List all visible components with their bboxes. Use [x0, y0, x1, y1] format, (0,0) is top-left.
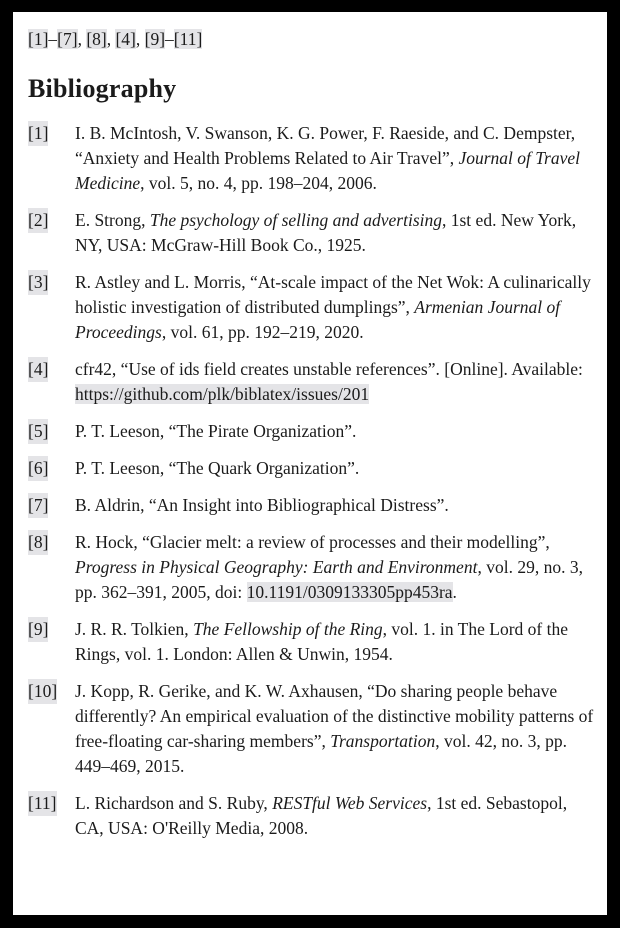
document-page: [13, 12, 607, 915]
entry-label[interactable]: [4]: [28, 357, 48, 382]
entry-label-column: [28, 270, 75, 295]
entry-text-segment: B. Aldrin, “An Insight into Bibliographical Distress”.: [75, 495, 449, 515]
entry-text-segment: cfr42, “Use of ids field creates unstable references”. [Online]. Available:: [75, 359, 583, 379]
entry-label-column: [28, 456, 75, 481]
page-content: [13, 12, 607, 841]
entry-label[interactable]: [11]: [28, 791, 57, 816]
entry-text-segment: The Fellowship of the Ring: [193, 619, 383, 639]
entry-text: [75, 617, 594, 667]
entry-text-segment: , vol. 61, pp. 192–219, 2020.: [161, 322, 364, 342]
entry-label[interactable]: [3]: [28, 270, 48, 295]
citation-references-line: [28, 27, 594, 52]
bibliography-heading: Bibliography: [28, 74, 177, 103]
entry-text-segment: P. T. Leeson, “The Pirate Organization”.: [75, 421, 357, 441]
citation-separator: –: [48, 29, 58, 49]
entry-label-column: [28, 791, 75, 816]
entry-text-segment: J. R. R. Tolkien,: [75, 619, 194, 639]
citation-link[interactable]: [4]: [115, 29, 136, 49]
entry-label[interactable]: [9]: [28, 617, 48, 642]
entry-link[interactable]: 10.1191/0309133305pp453ra: [246, 582, 453, 602]
entry-text: [75, 456, 594, 481]
entry-label-column: [28, 208, 75, 233]
bibliography-entry: [28, 419, 594, 444]
bibliography-entry: [28, 357, 594, 407]
entry-text-segment: Transportation: [330, 731, 436, 751]
entry-text-segment: R. Hock, “Glacier melt: a review of processes and their modelling”,: [75, 532, 550, 552]
bibliography-entry: [28, 270, 594, 345]
entry-text: [75, 270, 594, 345]
entry-text-segment: Armenian Journal of Proceedings: [75, 297, 561, 342]
entry-label-column: [28, 493, 75, 518]
entry-text-segment: I. B. McIntosh, V. Swanson, K. G. Power, F. Raeside, and C. Dempster, “Anxiety and Health Problems Related to Air Travel”,: [75, 123, 576, 168]
entry-text-segment: Journal of Travel Medicine: [75, 148, 581, 193]
entry-text-segment: J. Kopp, R. Gerike, and K. W. Axhausen, “Do sharing people behave differently? An empirical evaluation of the distinctive mobility patterns of free-floating car-sharing members”,: [75, 681, 594, 751]
entry-text-segment: , vol. 1. in The Lord of the Rings, vol. 1. London: Allen & Unwin, 1954.: [75, 619, 568, 664]
entry-label-column: [28, 121, 75, 146]
entry-text-segment: , vol. 29, no. 3, pp. 362–391, 2005, doi:: [75, 557, 583, 602]
bibliography-entry: [28, 791, 594, 841]
entry-label-column: [28, 530, 75, 555]
entry-label[interactable]: [8]: [28, 530, 48, 555]
entry-label-column: [28, 419, 75, 444]
entry-text-segment: R. Astley and L. Morris, “At-scale impact of the Net Wok: A culinarically holistic investigation of distributed dumplings”,: [75, 272, 591, 317]
citation-link[interactable]: [9]: [144, 29, 166, 49]
entry-text-segment: , 1st ed. Sebastopol, CA, USA: O'Reilly Media, 2008.: [75, 793, 568, 838]
entry-text: [75, 121, 594, 196]
entry-link[interactable]: https://github.com/plk/biblatex/issues/201: [75, 384, 370, 404]
entry-text: [75, 419, 594, 444]
entry-text-segment: Progress in Physical Geography: Earth and Environment: [75, 557, 478, 577]
entry-text: [75, 208, 594, 258]
entry-text-segment: P. T. Leeson, “The Quark Organization”.: [75, 458, 360, 478]
entry-text-segment: E. Strong,: [75, 210, 150, 230]
entry-text: [75, 493, 594, 518]
entry-text-segment: RESTful Web Services: [272, 793, 428, 813]
entry-text: [75, 679, 594, 779]
bibliography-entry: [28, 617, 594, 667]
entry-text-segment: .: [452, 582, 457, 602]
citation-link[interactable]: [7]: [57, 29, 78, 49]
bibliography-entry: [28, 208, 594, 258]
citation-separator: ,: [106, 29, 116, 49]
entry-text: [75, 791, 594, 841]
citation-link[interactable]: [8]: [86, 29, 107, 49]
entry-text-segment: , 1st ed. New York, NY, USA: McGraw-Hill Book Co., 1925.: [75, 210, 577, 255]
citation-separator: ,: [135, 29, 145, 49]
bibliography-entry: [28, 121, 594, 196]
entry-label[interactable]: [1]: [28, 121, 48, 146]
citation-separator: –: [165, 29, 174, 49]
entry-label[interactable]: [7]: [28, 493, 48, 518]
citation-link[interactable]: [11]: [173, 29, 203, 49]
entry-text-segment: , vol. 42, no. 3, pp. 449–469, 2015.: [75, 731, 568, 776]
entry-text: [75, 357, 594, 407]
citation-link[interactable]: [1]: [28, 29, 49, 49]
entry-label[interactable]: [6]: [28, 456, 48, 481]
entry-text-segment: The psychology of selling and advertising: [149, 210, 442, 230]
entry-label-column: [28, 617, 75, 642]
bibliography-entry: [28, 679, 594, 779]
bibliography-list: [28, 121, 594, 841]
entry-label[interactable]: [2]: [28, 208, 48, 233]
entry-text: [75, 530, 594, 605]
bibliography-entry: [28, 530, 594, 605]
entry-label[interactable]: [10]: [28, 679, 57, 704]
entry-text-segment: , vol. 5, no. 4, pp. 198–204, 2006.: [140, 173, 377, 193]
citation-separator: ,: [77, 29, 87, 49]
entry-label[interactable]: [5]: [28, 419, 48, 444]
entry-text-segment: L. Richardson and S. Ruby,: [75, 793, 273, 813]
entry-label-column: [28, 679, 75, 704]
bibliography-entry: [28, 493, 594, 518]
bibliography-entry: [28, 456, 594, 481]
entry-label-column: [28, 357, 75, 382]
